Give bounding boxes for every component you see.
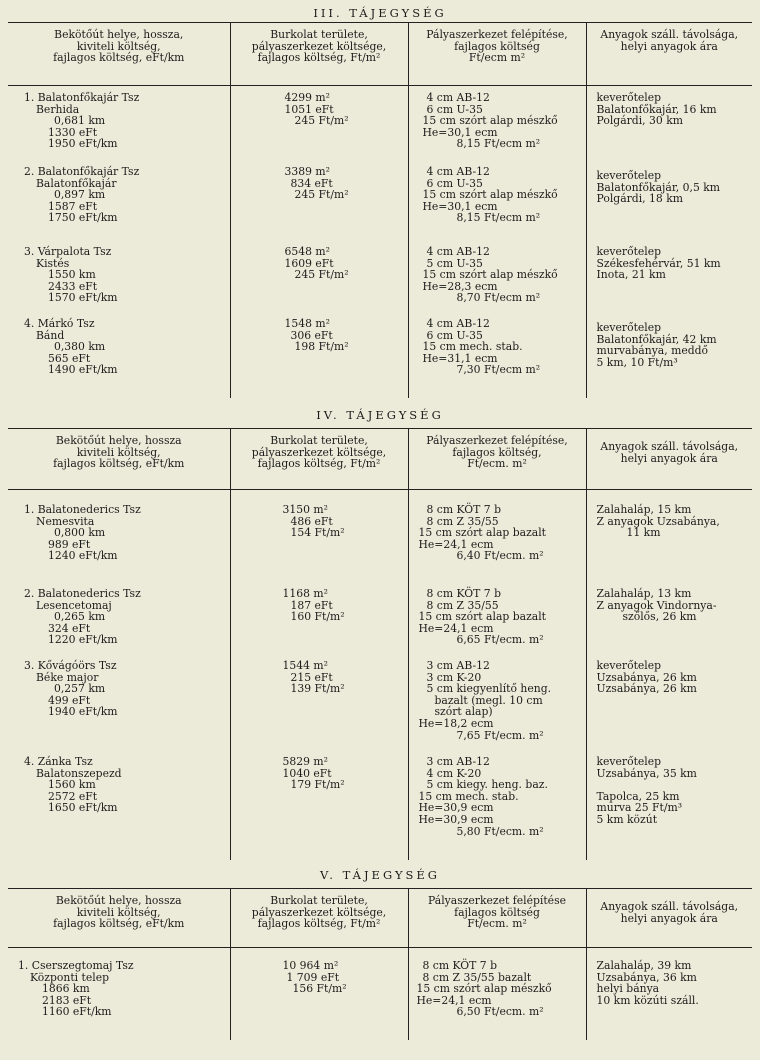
- text-line: Berhida: [36, 102, 80, 116]
- text-line: 486 eFt: [290, 514, 333, 528]
- text-line: 1548 m²: [284, 317, 330, 330]
- text-line: 1. Balatonederics Tsz: [24, 503, 141, 516]
- text-line: Zalahaláp, 39 km: [596, 959, 692, 972]
- text-line: Ft/ecm m²: [468, 51, 526, 65]
- text-line: fajlagos költség, eFt/km: [53, 457, 185, 471]
- cell-materials: [586, 166, 752, 246]
- text-line: 15 cm mech. stab.: [418, 789, 519, 803]
- text-line: keverőtelep: [596, 91, 662, 104]
- text-line: 1550 km: [48, 268, 96, 282]
- text-line: 1750 eFt/km: [48, 211, 118, 225]
- cell-area: [230, 166, 408, 246]
- text-line: 245 Ft/m²: [294, 188, 349, 202]
- table-row: [8, 960, 752, 1040]
- text-line: 4. Zánka Tsz: [24, 755, 93, 768]
- cell-materials: [586, 504, 752, 588]
- text-line: 6,50 Ft/ecm. m²: [456, 1005, 544, 1019]
- text-line: 1330 eFt: [48, 125, 98, 139]
- text-line: Uzsabánya, 26 km: [596, 670, 697, 684]
- cell-pavement: [408, 318, 586, 398]
- text-line: 1544 m²: [282, 659, 328, 672]
- text-line: Pályaszerkezet felépítése,: [426, 28, 568, 41]
- cell-location: [8, 504, 230, 588]
- text-line: 1587 eFt: [48, 199, 98, 213]
- header-surface: [230, 429, 408, 490]
- cell-pavement: [408, 756, 586, 860]
- table-section-iv: [8, 428, 752, 860]
- text-line: 1. Cserszegtomaj Tsz: [18, 959, 134, 972]
- text-line: pályaszerkezet költsége,: [251, 905, 387, 919]
- cell-area: [230, 246, 408, 318]
- text-line: Balatonfőkajár, 0,5 km: [596, 180, 721, 194]
- text-line: 15 cm mech. stab.: [422, 340, 523, 354]
- text-line: 1168 m²: [282, 587, 328, 600]
- text-line: 15 cm szórt alap bazalt: [418, 526, 546, 540]
- text-line: helyi bánya: [596, 982, 660, 996]
- text-line: Bekötőút helye, hossza,: [54, 28, 184, 41]
- text-line: helyi anyagok ára: [620, 451, 718, 465]
- text-line: Bekötőút helye, hossza: [55, 434, 182, 447]
- text-line: fajlagos költség,: [452, 445, 542, 459]
- header-materials: [586, 23, 752, 86]
- text-line: 1490 eFt/km: [48, 363, 118, 377]
- text-line: He=30,9 ecm: [418, 801, 494, 815]
- cell-pavement: [408, 166, 586, 246]
- table-row: [8, 504, 752, 588]
- text-line: 8 cm KÖT 7 b: [422, 959, 497, 972]
- text-line: pályaszerkezet költsége,: [251, 445, 387, 459]
- text-line: 0,681 km: [54, 114, 106, 128]
- cell-location: [8, 660, 230, 756]
- text-line: 8 cm KÖT 7 b: [426, 503, 501, 516]
- cell-location: [8, 756, 230, 860]
- text-line: He=31,1 ecm: [422, 351, 498, 365]
- text-line: 7,65 Ft/ecm. m²: [456, 728, 544, 742]
- text-line: Ft/ecm. m²: [467, 917, 527, 931]
- text-line: Balatonfőkajár: [36, 176, 117, 190]
- text-line: Anyagok száll. távolsága,: [600, 440, 739, 453]
- text-line: kiviteli költség,: [76, 445, 161, 459]
- text-line: 15 cm szórt alap mészkő: [416, 982, 552, 996]
- text-line: 1560 km: [48, 778, 96, 792]
- cell-materials: [586, 660, 752, 756]
- table-section-iii: [8, 22, 752, 398]
- text-line: fajlagos költség: [454, 905, 540, 919]
- table-row: [8, 246, 752, 318]
- section-title-v: V. TÁJEGYSÉG: [320, 868, 440, 882]
- text-line: He=18,2 ecm: [418, 716, 494, 730]
- text-line: Inota, 21 km: [596, 268, 666, 282]
- text-line: keverőtelep: [596, 321, 662, 334]
- text-line: 8 cm KÖT 7 b: [426, 587, 501, 600]
- header-surface: [230, 23, 408, 86]
- text-line: 499 eFt: [48, 693, 91, 707]
- text-line: keverőtelep: [596, 169, 662, 182]
- text-line: 4 cm K-20: [426, 766, 482, 780]
- text-line: He=28,3 ecm: [422, 279, 498, 293]
- cell-pavement: [408, 660, 586, 756]
- text-line: He=30,9 ecm: [418, 812, 494, 826]
- text-line: szórt alap): [434, 705, 493, 719]
- text-line: 6548 m²: [284, 245, 330, 258]
- text-line: 15 cm szórt alap bazalt: [418, 610, 546, 624]
- text-line: Anyagok száll. távolsága,: [600, 900, 739, 913]
- text-line: kiviteli költség,: [76, 905, 161, 919]
- text-line: helyi anyagok ára: [620, 39, 718, 53]
- cell-location: [8, 246, 230, 318]
- header-pavement: [408, 429, 586, 490]
- text-line: 6 cm U-35: [426, 102, 483, 116]
- cell-area: [230, 756, 408, 860]
- text-line: 8 cm Z 35/55: [426, 514, 499, 528]
- header-location: [8, 429, 230, 490]
- text-line: Pályaszerkezet felépítése: [427, 894, 567, 907]
- text-line: fajlagos költség: [454, 39, 540, 53]
- text-line: 8,70 Ft/ecm m²: [456, 291, 541, 305]
- text-line: 1570 eFt/km: [48, 291, 118, 305]
- text-line: 3150 m²: [282, 503, 328, 516]
- header-location: [8, 889, 230, 948]
- text-line: 834 eFt: [290, 176, 333, 190]
- text-line: 5 km, 10 Ft/m³: [596, 355, 678, 369]
- text-line: Uzsabánya, 26 km: [596, 682, 697, 696]
- text-line: 179 Ft/m²: [290, 778, 345, 792]
- text-line: Lesencetomaj: [36, 598, 112, 612]
- text-line: 3. Kővágóörs Tsz: [24, 659, 117, 672]
- text-line: Tapolca, 25 km: [596, 789, 680, 803]
- text-line: 5 cm kiegyenlítő heng.: [426, 682, 552, 696]
- header-pavement: [408, 889, 586, 948]
- text-line: 2572 eFt: [48, 789, 98, 803]
- text-line: szőlős, 26 km: [622, 610, 697, 624]
- text-line: 11 km: [626, 526, 661, 540]
- cell-pavement: [408, 504, 586, 588]
- text-line: 3389 m²: [284, 165, 330, 178]
- cell-pavement: [408, 246, 586, 318]
- table-row: [8, 588, 752, 660]
- text-line: 8 cm Z 35/55: [426, 598, 499, 612]
- text-line: 0,380 km: [54, 340, 106, 354]
- table-row: [8, 166, 752, 246]
- text-line: 5 km közút: [596, 812, 658, 826]
- text-line: Nemesvita: [36, 514, 95, 528]
- text-line: 2433 eFt: [48, 279, 98, 293]
- text-line: 0,265 km: [54, 610, 106, 624]
- text-line: keverőtelep: [596, 245, 662, 258]
- text-line: 6,65 Ft/ecm. m²: [456, 633, 544, 647]
- text-line: 324 eFt: [48, 621, 91, 635]
- text-line: 8 cm Z 35/55 bazalt: [422, 970, 532, 984]
- text-line: Z anyagok Uzsabánya,: [596, 514, 720, 528]
- text-line: 1051 eFt: [284, 102, 334, 116]
- text-line: murvabánya, meddő: [596, 344, 709, 358]
- text-line: 565 eFt: [48, 351, 91, 365]
- cell-area: [230, 588, 408, 660]
- text-line: Z anyagok Vindornya-: [596, 598, 717, 612]
- text-line: 3 cm AB-12: [426, 755, 490, 768]
- text-line: Pályaszerkezet felépítése,: [426, 434, 568, 447]
- text-line: He=30,1 ecm: [422, 125, 498, 139]
- text-line: 154 Ft/m²: [290, 526, 345, 540]
- cell-materials: [586, 756, 752, 860]
- text-line: 2183 eFt: [42, 993, 92, 1007]
- text-line: 1940 eFt/km: [48, 705, 118, 719]
- text-line: Burkolat területe,: [270, 434, 368, 447]
- text-line: 2. Balatonfőkajár Tsz: [24, 165, 140, 178]
- text-line: Anyagok száll. távolsága,: [600, 28, 739, 41]
- cell-location: [8, 166, 230, 246]
- text-line: Székesfehérvár, 51 km: [596, 256, 721, 270]
- text-line: 306 eFt: [290, 328, 333, 342]
- text-line: 1650 eFt/km: [48, 801, 118, 815]
- text-line: 5 cm kiegy. heng. baz.: [426, 778, 548, 792]
- header-materials: [586, 889, 752, 948]
- text-line: Béke major: [36, 670, 99, 684]
- cell-materials: [586, 92, 752, 166]
- text-line: pályaszerkezet költsége,: [251, 39, 387, 53]
- text-line: He=24,1 ecm: [416, 993, 492, 1007]
- table-header-row: [8, 429, 752, 490]
- header-location: [8, 23, 230, 86]
- text-line: kiviteli költség,: [76, 39, 161, 53]
- cell-pavement: [408, 960, 586, 1040]
- cell-materials: [586, 960, 752, 1040]
- text-line: 4 cm AB-12: [426, 245, 490, 258]
- cell-location: [8, 92, 230, 166]
- text-line: 8,15 Ft/ecm m²: [456, 211, 541, 225]
- cell-location: [8, 318, 230, 398]
- text-line: 4 cm AB-12: [426, 317, 490, 330]
- text-line: 4299 m²: [284, 91, 330, 104]
- cell-area: [230, 960, 408, 1040]
- table-header-row: [8, 889, 752, 948]
- text-line: Zalahaláp, 13 km: [596, 587, 692, 600]
- text-line: 7,30 Ft/ecm m²: [456, 363, 541, 377]
- section-title-iv: IV. TÁJEGYSÉG: [316, 408, 444, 422]
- text-line: 3. Várpalota Tsz: [24, 245, 112, 258]
- text-line: murva 25 Ft/m³: [596, 801, 683, 815]
- text-line: 4 cm AB-12: [426, 91, 490, 104]
- text-line: 5829 m²: [282, 755, 328, 768]
- text-line: 198 Ft/m²: [294, 340, 349, 354]
- table-section-v: [8, 888, 752, 1040]
- text-line: 245 Ft/m²: [294, 114, 349, 128]
- text-line: 1866 km: [42, 982, 90, 996]
- text-line: helyi anyagok ára: [620, 911, 718, 925]
- text-line: 215 eFt: [290, 670, 333, 684]
- cell-area: [230, 504, 408, 588]
- text-line: fajlagos költség, eFt/km: [53, 917, 185, 931]
- text-line: He=24,1 ecm: [418, 537, 494, 551]
- text-line: 139 Ft/m²: [290, 682, 345, 696]
- text-line: 160 Ft/m²: [290, 610, 345, 624]
- table-row: [8, 756, 752, 860]
- cell-materials: [586, 318, 752, 398]
- text-line: 6 cm U-35: [426, 176, 483, 190]
- text-line: 6,40 Ft/ecm. m²: [456, 549, 544, 563]
- cell-materials: [586, 588, 752, 660]
- text-line: Burkolat területe,: [270, 28, 368, 41]
- text-line: fajlagos költség, Ft/m²: [257, 51, 381, 65]
- text-line: Balatonfőkajár, 16 km: [596, 102, 717, 116]
- text-line: 989 eFt: [48, 537, 91, 551]
- text-line: fajlagos költség, eFt/km: [53, 51, 185, 65]
- text-line: 10 km közúti száll.: [596, 993, 699, 1007]
- text-line: 1950 eFt/km: [48, 137, 118, 151]
- text-line: 2. Balatonederics Tsz: [24, 587, 141, 600]
- text-line: bazalt (megl. 10 cm: [434, 693, 543, 707]
- text-line: Kistés: [36, 256, 70, 270]
- cell-location: [8, 588, 230, 660]
- table-row: [8, 660, 752, 756]
- cell-area: [230, 318, 408, 398]
- text-line: keverőtelep: [596, 755, 662, 768]
- text-line: 1 709 eFt: [286, 970, 340, 984]
- cell-location: [8, 960, 230, 1040]
- text-line: 187 eFt: [290, 598, 333, 612]
- text-line: 4 cm AB-12: [426, 165, 490, 178]
- section-title-iii: III. TÁJEGYSÉG: [313, 6, 447, 20]
- text-line: 1. Balatonfőkajár Tsz: [24, 91, 140, 104]
- text-line: 15 cm szórt alap mészkő: [422, 114, 558, 128]
- text-line: 0,897 km: [54, 188, 106, 202]
- text-line: 0,800 km: [54, 526, 106, 540]
- text-line: 1220 eFt/km: [48, 633, 118, 647]
- cell-materials: [586, 246, 752, 318]
- text-line: 1040 eFt: [282, 766, 332, 780]
- text-line: Balatonszepezd: [36, 766, 122, 780]
- table-row: [8, 318, 752, 398]
- text-line: Burkolat területe,: [270, 894, 368, 907]
- text-line: 245 Ft/m²: [294, 268, 349, 282]
- text-line: 3 cm K-20: [426, 670, 482, 684]
- text-line: 5,80 Ft/ecm. m²: [456, 824, 544, 838]
- text-line: 6 cm U-35: [426, 328, 483, 342]
- text-line: 156 Ft/m²: [292, 982, 347, 996]
- text-line: Központi telep: [30, 970, 110, 984]
- text-line: He=30,1 ecm: [422, 199, 498, 213]
- cell-area: [230, 92, 408, 166]
- table-row: [8, 92, 752, 166]
- cell-pavement: [408, 92, 586, 166]
- header-pavement: [408, 23, 586, 86]
- text-line: Uzsabánya, 35 km: [596, 766, 697, 780]
- text-line: fajlagos költség, Ft/m²: [257, 917, 381, 931]
- text-line: Uzsabánya, 36 km: [596, 970, 697, 984]
- table-header-row: [8, 23, 752, 86]
- text-line: 8,15 Ft/ecm m²: [456, 137, 541, 151]
- text-line: Bánd: [36, 328, 65, 342]
- text-line: 1240 eFt/km: [48, 549, 118, 563]
- text-line: fajlagos költség, Ft/m²: [257, 457, 381, 471]
- text-line: Bekötőút helye, hossza: [55, 894, 182, 907]
- text-line: 15 cm szórt alap mészkő: [422, 268, 558, 282]
- text-line: Ft/ecm. m²: [467, 457, 527, 471]
- text-line: 3 cm AB-12: [426, 659, 490, 672]
- cell-area: [230, 660, 408, 756]
- text-line: 15 cm szórt alap mészkő: [422, 188, 558, 202]
- text-line: 4. Márkó Tsz: [24, 317, 95, 330]
- text-line: 0,257 km: [54, 682, 106, 696]
- text-line: He=24,1 ecm: [418, 621, 494, 635]
- text-line: 5 cm U-35: [426, 256, 483, 270]
- text-line: Polgárdi, 30 km: [596, 114, 683, 128]
- text-line: Polgárdi, 18 km: [596, 192, 683, 206]
- header-surface: [230, 889, 408, 948]
- text-line: 10 964 m²: [282, 959, 339, 972]
- text-line: 1609 eFt: [284, 256, 334, 270]
- text-line: 1160 eFt/km: [42, 1005, 112, 1019]
- text-line: keverőtelep: [596, 659, 662, 672]
- text-line: Zalahaláp, 15 km: [596, 503, 692, 516]
- header-materials: [586, 429, 752, 490]
- cell-pavement: [408, 588, 586, 660]
- text-line: Balatonfőkajár, 42 km: [596, 332, 717, 346]
